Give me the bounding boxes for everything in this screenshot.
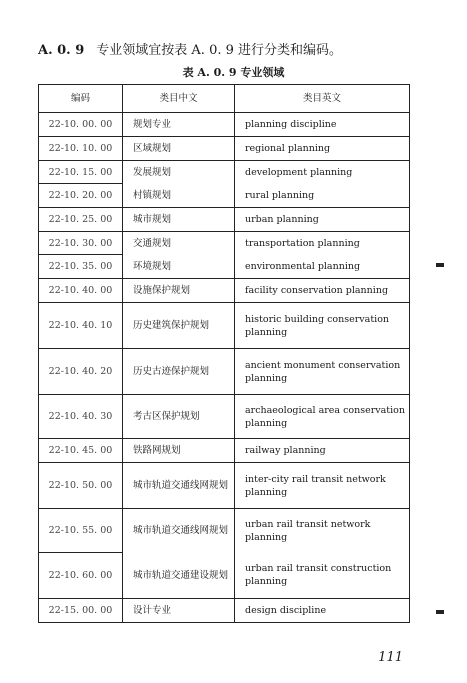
cell-code: 22-10. 40. 30 — [39, 395, 123, 439]
table-row — [39, 303, 410, 349]
table-row — [39, 439, 410, 463]
cell-english: planning discipline — [235, 113, 410, 137]
cell-chinese: 区域规划 — [123, 137, 235, 161]
cell-chinese: 发展规划 — [123, 161, 235, 184]
table-row — [39, 184, 410, 208]
cell-english: transportation planning — [235, 232, 410, 255]
table-row — [39, 395, 410, 439]
cell-code: 22-10. 30. 00 — [39, 232, 123, 255]
cell-chinese: 规划专业 — [123, 113, 235, 137]
cell-english: historic building conservation planning — [235, 303, 410, 349]
section-text: 专业领域宜按表 A. 0. 9 进行分类和编码。 — [96, 43, 343, 58]
cell-english: facility conservation planning — [235, 279, 410, 303]
page-number: 111 — [378, 650, 403, 665]
margin-mark — [436, 263, 444, 267]
table-header-row — [39, 85, 410, 113]
domain-table — [38, 84, 410, 623]
cell-code: 22-10. 55. 00 — [39, 509, 123, 553]
margin-mark — [436, 610, 444, 614]
table-row — [39, 208, 410, 232]
table-row — [39, 463, 410, 509]
table-caption: 表 A. 0. 9 专业领域 — [182, 66, 285, 79]
cell-code: 22-10. 60. 00 — [39, 553, 123, 599]
cell-english: inter-city rail transit network planning — [235, 463, 410, 509]
cell-chinese: 设计专业 — [123, 599, 235, 623]
table-row — [39, 113, 410, 137]
cell-chinese: 设施保护规划 — [123, 279, 235, 303]
table-row — [39, 137, 410, 161]
cell-chinese: 考古区保护规划 — [123, 395, 235, 439]
cell-chinese: 历史古迹保护规划 — [123, 349, 235, 395]
section-heading — [38, 42, 458, 60]
table-row — [39, 161, 410, 184]
cell-english: archaeological area conservation planning — [235, 395, 410, 439]
cell-english: rural planning — [235, 184, 410, 208]
cell-code: 22-10. 40. 10 — [39, 303, 123, 349]
cell-code: 22-15. 00. 00 — [39, 599, 123, 623]
cell-english: development planning — [235, 161, 410, 184]
cell-chinese: 环境规划 — [123, 255, 235, 279]
table-row — [39, 509, 410, 553]
cell-english: railway planning — [235, 439, 410, 463]
cell-chinese: 铁路网规划 — [123, 439, 235, 463]
cell-english: regional planning — [235, 137, 410, 161]
cell-english: urban planning — [235, 208, 410, 232]
table-row — [39, 232, 410, 255]
cell-code: 22-10. 50. 00 — [39, 463, 123, 509]
header-code: 编码 — [39, 85, 123, 113]
cell-chinese: 城市轨道交通线网规划 — [123, 509, 235, 553]
cell-code: 22-10. 10. 00 — [39, 137, 123, 161]
cell-code: 22-10. 00. 00 — [39, 113, 123, 137]
cell-chinese: 村镇规划 — [123, 184, 235, 208]
cell-code: 22-10. 25. 00 — [39, 208, 123, 232]
cell-chinese: 城市轨道交通线网规划 — [123, 463, 235, 509]
table-row — [39, 255, 410, 279]
cell-code: 22-10. 40. 20 — [39, 349, 123, 395]
table-row — [39, 553, 410, 599]
cell-english: urban rail transit construction planning — [235, 553, 410, 599]
cell-english: urban rail transit network planning — [235, 509, 410, 553]
table-row — [39, 599, 410, 623]
cell-code: 22-10. 35. 00 — [39, 255, 123, 279]
section-number: A. 0. 9 — [38, 43, 85, 58]
table-row — [39, 279, 410, 303]
cell-code: 22-10. 45. 00 — [39, 439, 123, 463]
cell-chinese: 历史建筑保护规划 — [123, 303, 235, 349]
cell-english: design discipline — [235, 599, 410, 623]
cell-chinese: 交通规划 — [123, 232, 235, 255]
header-chinese: 类目中文 — [123, 85, 235, 113]
cell-code: 22-10. 20. 00 — [39, 184, 123, 208]
header-english: 类目英文 — [235, 85, 410, 113]
cell-code: 22-10. 40. 00 — [39, 279, 123, 303]
cell-english: environmental planning — [235, 255, 410, 279]
cell-code: 22-10. 15. 00 — [39, 161, 123, 184]
cell-chinese: 城市轨道交通建设规划 — [123, 553, 235, 599]
cell-english: ancient monument conservation planning — [235, 349, 410, 395]
table-row — [39, 349, 410, 395]
cell-chinese: 城市规划 — [123, 208, 235, 232]
